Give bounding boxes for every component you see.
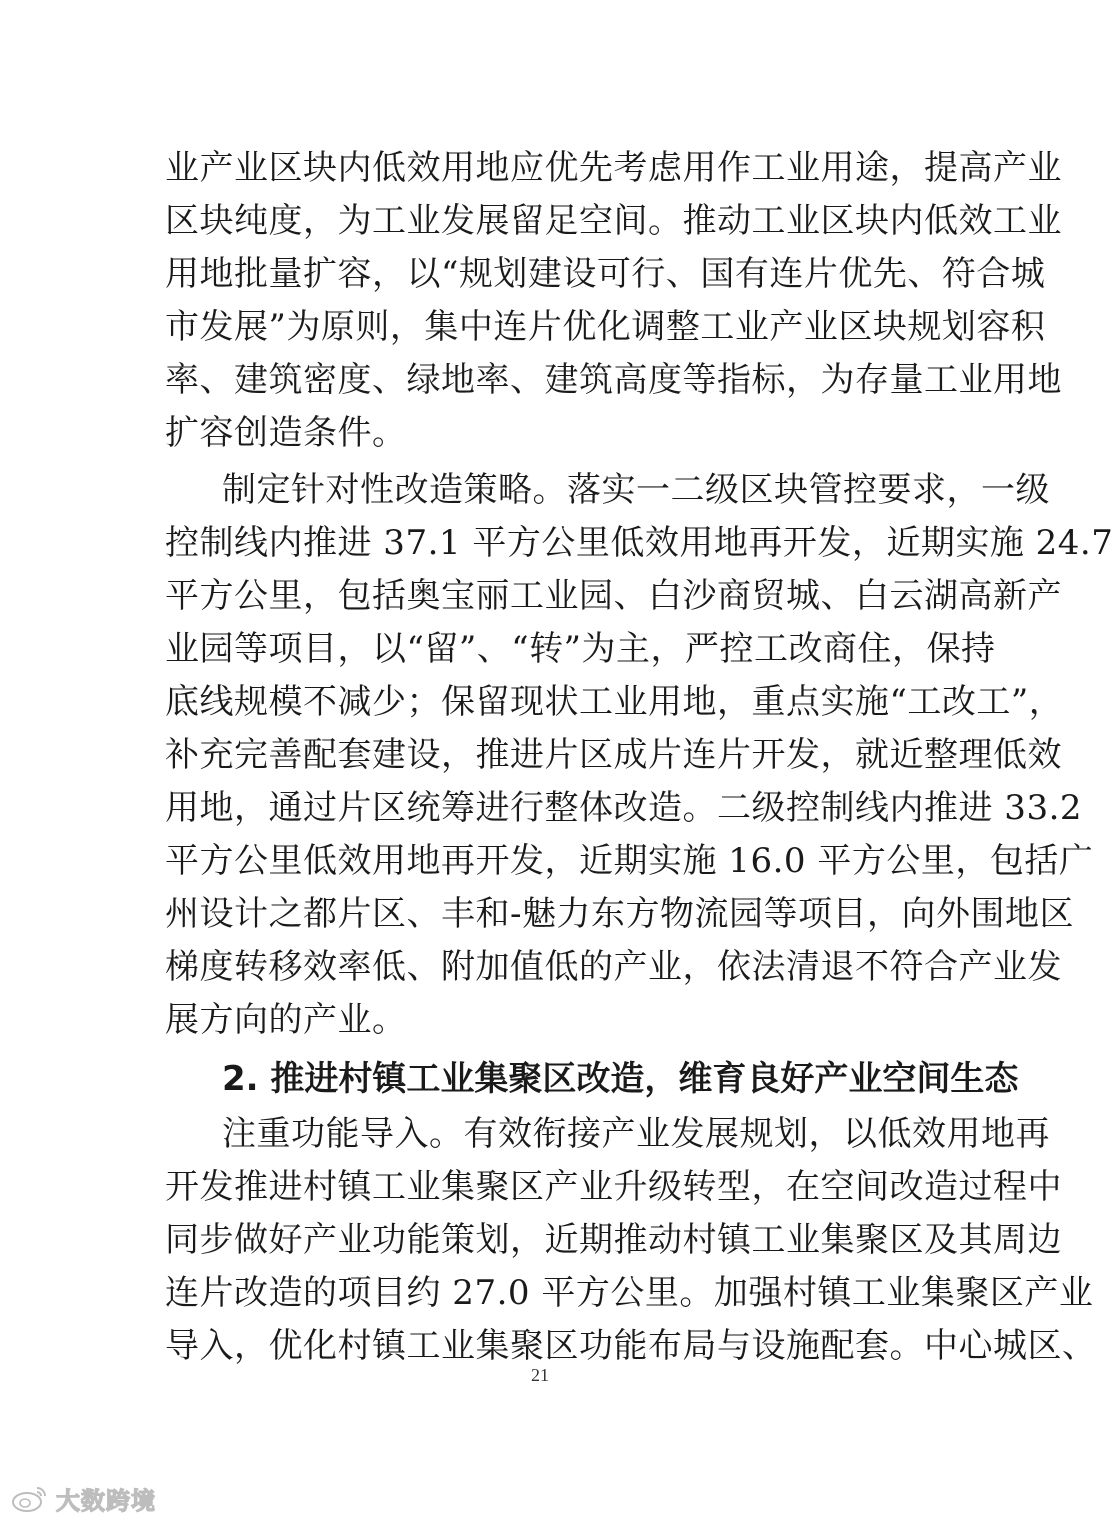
text-line: 用地批量扩容，以“规划建设可行、国有连片优先、符合城 xyxy=(165,254,1046,294)
text-line: 底线规模不减少；保留现状工业用地，重点实施“工改工”， xyxy=(165,682,1064,722)
text-line: 开发推进村镇工业集聚区产业升级转型，在空间改造过程中 xyxy=(165,1167,1062,1207)
text-line: 业产业区块内低效用地应优先考虑用作工业用途，提高产业 xyxy=(165,148,1062,188)
text-line: 梯度转移效率低、附加值低的产业，依法清退不符合产业发 xyxy=(165,947,1062,987)
text-line: 注重功能导入。有效衔接产业发展规划，以低效用地再 xyxy=(222,1114,1050,1154)
text-line: 制定针对性改造策略。落实一二级区块管控要求，一级 xyxy=(222,470,1050,510)
text-line: 展方向的产业。 xyxy=(165,1000,407,1040)
text-line: 市发展”为原则，集中连片优化调整工业产业区块规划容积 xyxy=(165,307,1046,347)
watermark xyxy=(10,1478,156,1518)
watermark-text: 大数跨境 xyxy=(56,1486,156,1515)
text-line: 平方公里低效用地再开发，近期实施 16.0 平方公里，包括广 xyxy=(165,841,1094,881)
weibo-logo-icon xyxy=(10,1482,50,1514)
text-line: 率、建筑密度、绿地率、建筑高度等指标，为存量工业用地 xyxy=(165,360,1062,400)
text-line: 业园等项目，以“留”、“转”为主，严控工改商住，保持 xyxy=(165,629,996,669)
text-line: 控制线内推进 37.1 平方公里低效用地再开发，近期实施 24.7 xyxy=(165,523,1113,563)
section-heading: 2. 推进村镇工业集聚区改造，维育良好产业空间生态 xyxy=(222,1059,1019,1099)
text-line: 扩容创造条件。 xyxy=(165,413,407,453)
text-line: 导入，优化村镇工业集聚区功能布局与设施配套。中心城区、 xyxy=(165,1326,1097,1366)
text-line: 同步做好产业功能策划，近期推动村镇工业集聚区及其周边 xyxy=(165,1220,1062,1260)
text-line: 用地，通过片区统筹进行整体改造。二级控制线内推进 33.2 xyxy=(165,788,1083,828)
page-number: 21 xyxy=(531,1365,549,1385)
text-line: 平方公里，包括奥宝丽工业园、白沙商贸城、白云湖高新产 xyxy=(165,576,1062,616)
text-line: 区块纯度，为工业发展留足空间。推动工业区块内低效工业 xyxy=(165,201,1062,241)
text-line: 州设计之都片区、丰和-魅力东方物流园等项目，向外围地区 xyxy=(165,894,1074,934)
text-line: 补充完善配套建设，推进片区成片连片开发，就近整理低效 xyxy=(165,735,1062,775)
text-line: 连片改造的项目约 27.0 平方公里。加强村镇工业集聚区产业 xyxy=(165,1273,1094,1313)
